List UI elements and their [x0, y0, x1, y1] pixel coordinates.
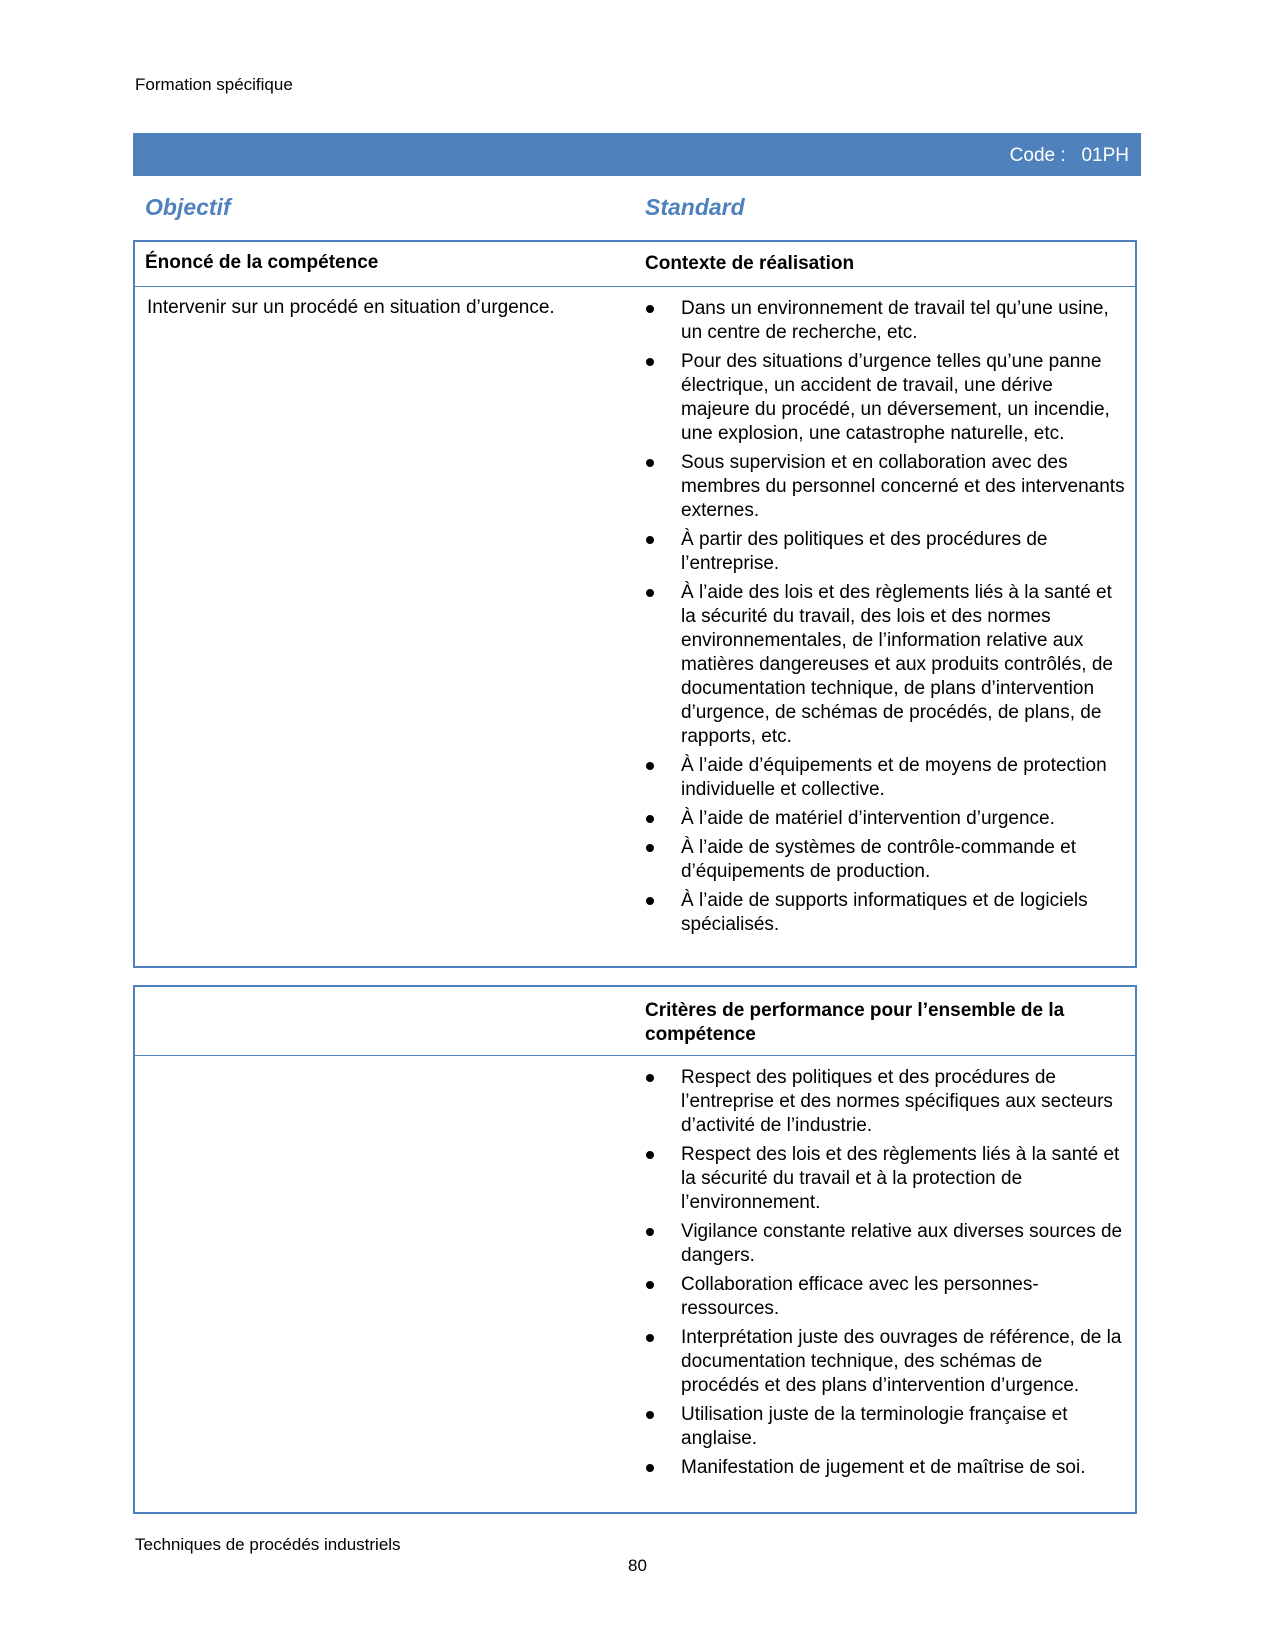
performance-table-header — [135, 987, 1135, 1056]
list-item — [645, 1456, 1125, 1480]
page-number: 80 — [628, 1556, 647, 1575]
list-item-text: Manifestation de jugement et de maîtrise de soi. — [681, 1457, 1086, 1478]
bullet-icon — [646, 844, 654, 852]
bullet-icon — [646, 1464, 654, 1472]
standard-heading: Standard — [645, 194, 745, 220]
list-item — [645, 807, 1125, 831]
list-item-text: Utilisation juste de la terminologie française et anglaise. — [681, 1404, 1068, 1449]
objective-heading: Objectif — [145, 194, 231, 220]
list-item-text: Vigilance constante relative aux diverses sources de dangers. — [681, 1221, 1123, 1266]
performance-list — [645, 1066, 1125, 1485]
list-item — [645, 754, 1125, 802]
statement-title: Énoncé de la compétence — [145, 252, 379, 273]
program-code: Code : 01PH — [1009, 145, 1129, 166]
list-item — [645, 581, 1125, 749]
bullet-icon — [646, 1228, 654, 1236]
list-item-text: Collaboration efficace avec les personnes-ressources. — [681, 1274, 1039, 1319]
context-title: Contexte de réalisation — [645, 253, 855, 274]
list-item — [645, 1220, 1125, 1268]
bullet-icon — [646, 589, 654, 597]
list-item — [645, 1403, 1125, 1451]
bullet-icon — [646, 1334, 654, 1342]
page-footer: Techniques de procédés industriels — [135, 1535, 401, 1554]
list-item-text: À partir des politiques et des procédures de l’entreprise. — [681, 529, 1048, 574]
bullet-icon — [646, 897, 654, 905]
column-headings — [145, 194, 1135, 220]
list-item — [645, 451, 1125, 523]
list-item — [645, 836, 1125, 884]
competency-table — [133, 240, 1137, 968]
list-item-text: À l’aide de supports informatiques et de logiciels spécialisés. — [681, 890, 1088, 935]
list-item — [645, 889, 1125, 937]
bullet-icon — [646, 1281, 654, 1289]
performance-table — [133, 985, 1137, 1514]
bullet-icon — [646, 459, 654, 467]
competency-statement: Intervenir sur un procédé en situation d’urgence. — [147, 297, 555, 318]
list-item-text: À l’aide de systèmes de contrôle-commande et d’équipements de production. — [681, 837, 1076, 882]
bullet-icon — [646, 1074, 654, 1082]
list-item — [645, 297, 1125, 345]
bullet-icon — [646, 762, 654, 770]
performance-title: Critères de performance pour l’ensemble de la compétence — [645, 1000, 1065, 1045]
code-bar — [133, 133, 1141, 176]
list-item-text: Sous supervision et en collaboration avec des membres du personnel concerné et des intervenants externes. — [681, 452, 1125, 521]
bullet-icon — [646, 1151, 654, 1159]
list-item — [645, 1143, 1125, 1215]
list-item — [645, 1066, 1125, 1138]
list-item-text: Respect des politiques et des procédures de l’entreprise et des normes spécifiques aux secteurs d’activité de l’industrie. — [681, 1067, 1113, 1136]
list-item-text: À l’aide d’équipements et de moyens de protection individuelle et collective. — [681, 755, 1107, 800]
page-header: Formation spécifique — [135, 75, 293, 94]
list-item-text: Pour des situations d’urgence telles qu’une panne électrique, un accident de travail, une dérive majeure du procédé, un déversement, un incendie, une explosion, une catastrophe naturelle, etc. — [681, 351, 1110, 444]
list-item — [645, 1326, 1125, 1398]
bullet-icon — [646, 815, 654, 823]
bullet-icon — [646, 536, 654, 544]
list-item-text: À l’aide de matériel d’intervention d’urgence. — [681, 808, 1055, 829]
bullet-icon — [646, 358, 654, 366]
list-item — [645, 528, 1125, 576]
context-list — [645, 297, 1125, 942]
list-item-text: Dans un environnement de travail tel qu’une usine, un centre de recherche, etc. — [681, 298, 1109, 343]
list-item — [645, 1273, 1125, 1321]
list-item-text: Interprétation juste des ouvrages de référence, de la documentation technique, des schémas de procédés et des plans d’intervention d’urgence. — [681, 1327, 1122, 1396]
list-item — [645, 350, 1125, 446]
list-item-text: À l’aide des lois et des règlements liés à la santé et la sécurité du travail, des lois et des normes environnementales, de l’information relative aux matières dangereuses et aux produits contrôlés, de documentation technique, de plans d’intervention d’urgence, de schémas de procédés, de plans, de rapports, etc. — [681, 582, 1113, 747]
competency-table-header — [135, 242, 1135, 287]
bullet-icon — [646, 1411, 654, 1419]
list-item-text: Respect des lois et des règlements liés à la santé et la sécurité du travail et à la protection de l’environnement. — [681, 1144, 1120, 1213]
bullet-icon — [646, 305, 654, 313]
